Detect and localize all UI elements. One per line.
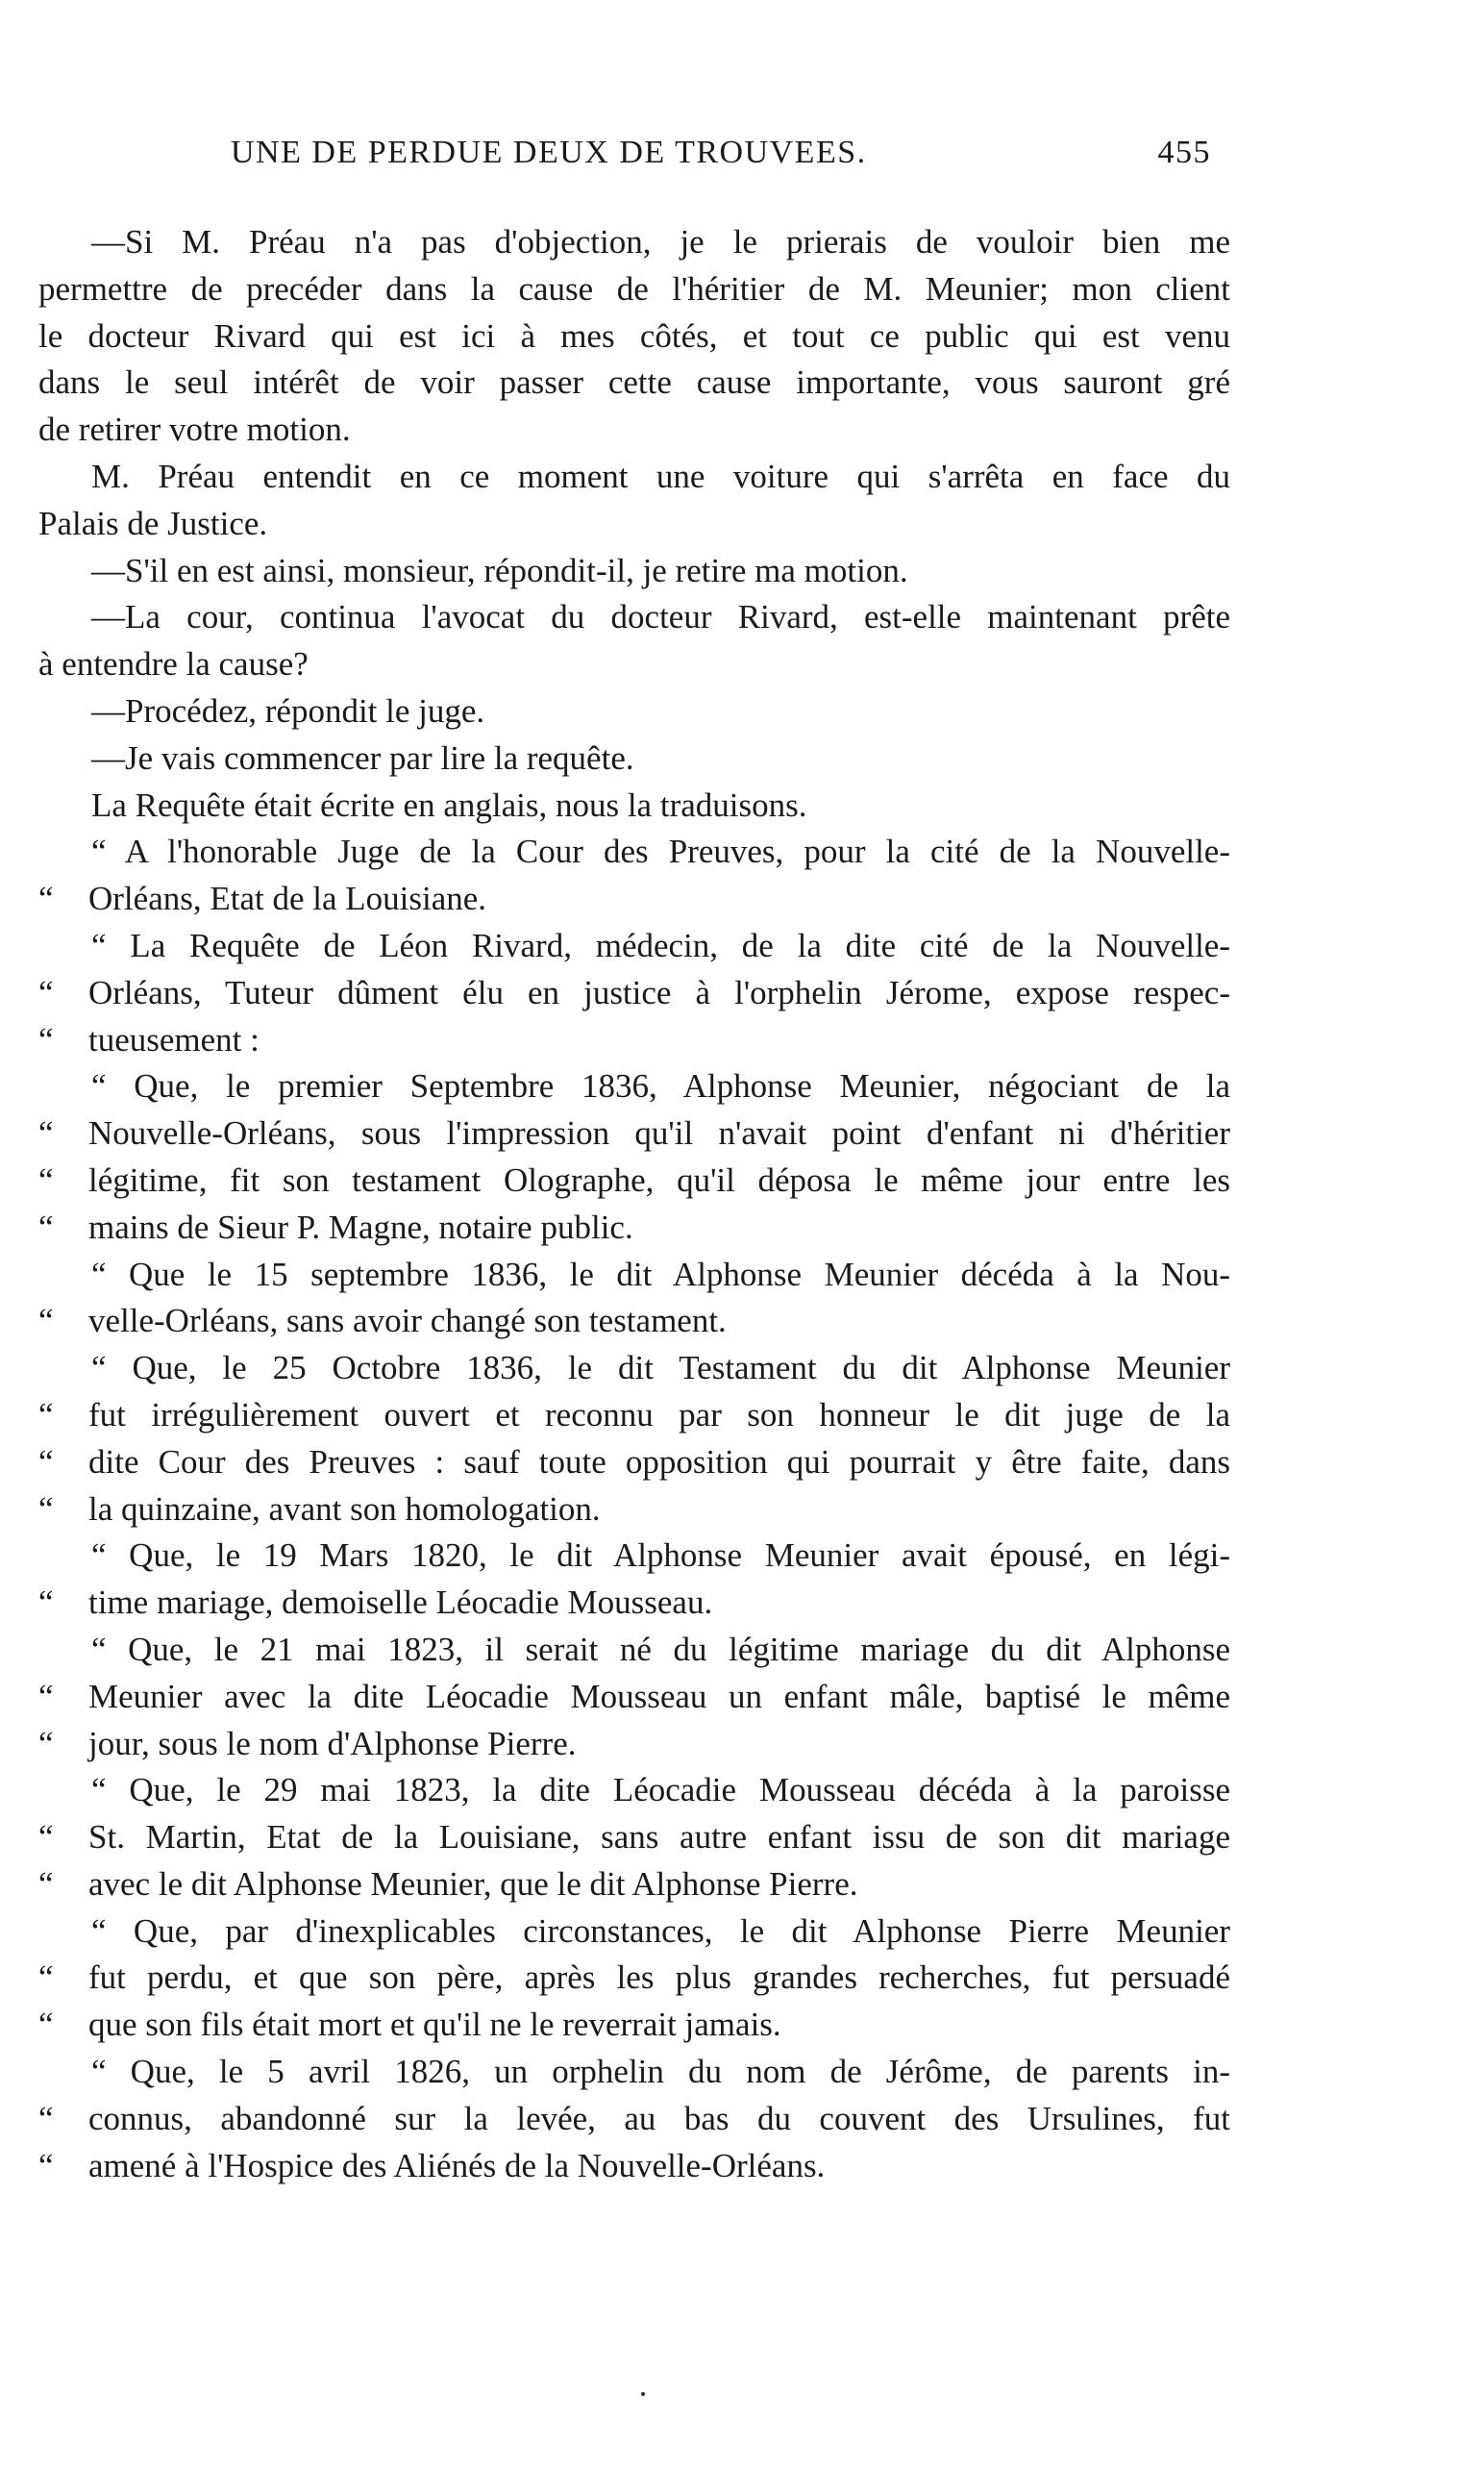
line-text: permettre de precéder dans la cause de l'héritier de M. Meunier; mon client [38,269,1230,308]
line-text: “ A l'honorable Juge de la Cour des Preuves, pour la cité de la Nouvelle- [91,833,1230,871]
line-text: “ Que, le 21 mai 1823, il serait né du légitime mariage du dit Alphonse [91,1630,1230,1668]
continuation-quote-mark: “ [38,1160,54,1199]
text-line [38,1627,1230,1674]
text-line [38,1721,1230,1768]
line-text: tueusement : [88,1020,260,1059]
line-text: que son fils était mort et qu'il ne le reverrait jamais. [88,2006,781,2044]
text-line [38,1580,1230,1627]
line-text: time mariage, demoiselle Léocadie Mousseau. [88,1584,713,1622]
running-title: UNE DE PERDUE DEUX DE TROUVEES. [231,135,867,170]
text-line [38,1063,1230,1110]
continuation-quote-mark: “ [38,1818,54,1857]
text-line [38,1110,1230,1158]
line-text: avec le dit Alphonse Meunier, que le dit Alphonse Pierre. [88,1864,858,1903]
line-text: Orléans, Tuteur dûment élu en justice à l'orphelin Jérome, expose respec- [88,973,1230,1011]
line-text: “ La Requête de Léon Rivard, médecin, de la dite cité de la Nouvelle- [91,926,1230,964]
line-text: —Si M. Préau n'a pas d'objection, je le prierais de vouloir bien me [91,223,1230,261]
text-line [38,970,1230,1017]
line-text: “ Que, le 25 Octobre 1836, le dit Testament du dit Alphonse Meunier [91,1349,1230,1387]
line-text: fut perdu, et que son père, après les plus grandes recherches, fut persuadé [88,1958,1230,1997]
line-text: —Procédez, répondit le juge. [91,691,485,730]
line-text: à entendre la cause? [38,645,309,684]
page-body [38,219,1230,2189]
text-line [38,829,1230,876]
line-text: le docteur Rivard qui est ici à mes côtés, et tout ce public qui est venu [38,316,1230,355]
text-line [38,2143,1230,2190]
continuation-quote-mark: “ [38,1020,54,1059]
text-line [38,1861,1230,1908]
text-line [38,1767,1230,1814]
continuation-quote-mark: “ [38,1114,54,1153]
text-line [38,2049,1230,2096]
text-line [38,1533,1230,1580]
text-line [38,876,1230,923]
line-text: Palais de Justice. [38,504,268,542]
line-text: M. Préau entendit en ce moment une voiture qui s'arrêta en face du [91,457,1230,495]
continuation-quote-mark: “ [38,1395,54,1434]
continuation-quote-mark: “ [38,1584,54,1622]
text-line [38,1674,1230,1721]
continuation-quote-mark: “ [38,1442,54,1481]
text-line [38,1205,1230,1252]
line-text: connus, abandonné sur la levée, au bas du couvent des Ursulines, fut [88,2099,1230,2137]
text-line [38,641,1230,688]
line-text: “ Que, par d'inexplicables circonstances, le dit Alphonse Pierre Meunier [91,1911,1230,1950]
text-line [38,1814,1230,1861]
text-line [38,2096,1230,2143]
text-line [38,407,1230,454]
line-text: La Requête était écrite en anglais, nous la traduisons. [91,786,807,824]
text-line [38,1392,1230,1439]
continuation-quote-mark: “ [38,2099,54,2137]
line-text: jour, sous le nom d'Alphonse Pierre. [88,1724,577,1762]
line-text: fut irrégulièrement ouvert et reconnu par son honneur le dit juge de la [88,1395,1230,1434]
line-text: de retirer votre motion. [38,411,351,449]
text-line [38,454,1230,501]
continuation-quote-mark: “ [38,1302,54,1340]
text-line [38,1486,1230,1534]
line-text: la quinzaine, avant son homologation. [88,1489,601,1528]
running-header [231,135,1211,185]
continuation-quote-mark: “ [38,1864,54,1903]
continuation-quote-mark: “ [38,2146,54,2184]
line-text: légitime, fit son testament Olographe, qu'il déposa le même jour entre les [88,1160,1230,1199]
continuation-quote-mark: “ [38,1958,54,1997]
line-text: “ Que, le 5 avril 1826, un orphelin du nom de Jérôme, de parents in- [91,2053,1230,2091]
continuation-quote-mark: “ [38,1724,54,1762]
text-line [38,736,1230,783]
line-text: Nouvelle-Orléans, sous l'impression qu'il n'avait point d'enfant ni d'héritier [88,1114,1230,1153]
text-line [38,1955,1230,2002]
line-text: “ Que, le 19 Mars 1820, le dit Alphonse Meunier avait épousé, en légi- [91,1536,1230,1575]
text-line [38,219,1230,266]
text-line [38,1345,1230,1392]
text-line [38,1908,1230,1956]
text-line [38,1158,1230,1205]
line-text: —S'il en est ainsi, monsieur, répondit-il, je retire ma motion. [91,551,908,589]
line-text: mains de Sieur P. Magne, notaire public. [88,1208,633,1246]
text-line [38,783,1230,830]
page-number: 455 [1157,135,1211,170]
continuation-quote-mark: “ [38,1677,54,1715]
text-line [38,1017,1230,1064]
text-line [38,923,1230,970]
text-line [38,266,1230,313]
text-line [38,548,1230,595]
text-line [38,2002,1230,2049]
text-line [38,1439,1230,1486]
line-text: —La cour, continua l'avocat du docteur Rivard, est-elle maintenant prête [91,598,1230,636]
line-text: —Je vais commencer par lire la requête. [91,738,634,777]
continuation-quote-mark: “ [38,1208,54,1246]
text-line [38,1298,1230,1345]
line-text: “ Que, le premier Septembre 1836, Alphonse Meunier, négociant de la [91,1067,1230,1106]
continuation-quote-mark: “ [38,973,54,1011]
ink-speck [641,2392,645,2396]
text-line [38,501,1230,548]
text-line [38,313,1230,361]
text-line [38,594,1230,641]
continuation-quote-mark: “ [38,1489,54,1528]
line-text: dite Cour des Preuves : sauf toute opposition qui pourrait y être faite, dans [88,1442,1230,1481]
line-text: “ Que le 15 septembre 1836, le dit Alphonse Meunier décéda à la Nou- [91,1255,1230,1293]
text-line [38,1252,1230,1299]
line-text: St. Martin, Etat de la Louisiane, sans autre enfant issu de son dit mariage [88,1818,1230,1857]
line-text: Orléans, Etat de la Louisiane. [88,880,487,918]
line-text: amené à l'Hospice des Aliénés de la Nouvelle-Orléans. [88,2146,826,2184]
line-text: “ Que, le 29 mai 1823, la dite Léocadie Mousseau décéda à la paroisse [91,1771,1230,1809]
continuation-quote-mark: “ [38,880,54,918]
text-line [38,360,1230,407]
text-line [38,688,1230,736]
line-text: Meunier avec la dite Léocadie Mousseau un enfant mâle, baptisé le même [88,1677,1230,1715]
line-text: velle-Orléans, sans avoir changé son testament. [88,1302,727,1340]
line-text: dans le seul intérêt de voir passer cette cause importante, vous sauront gré [38,363,1230,402]
continuation-quote-mark: “ [38,2006,54,2044]
